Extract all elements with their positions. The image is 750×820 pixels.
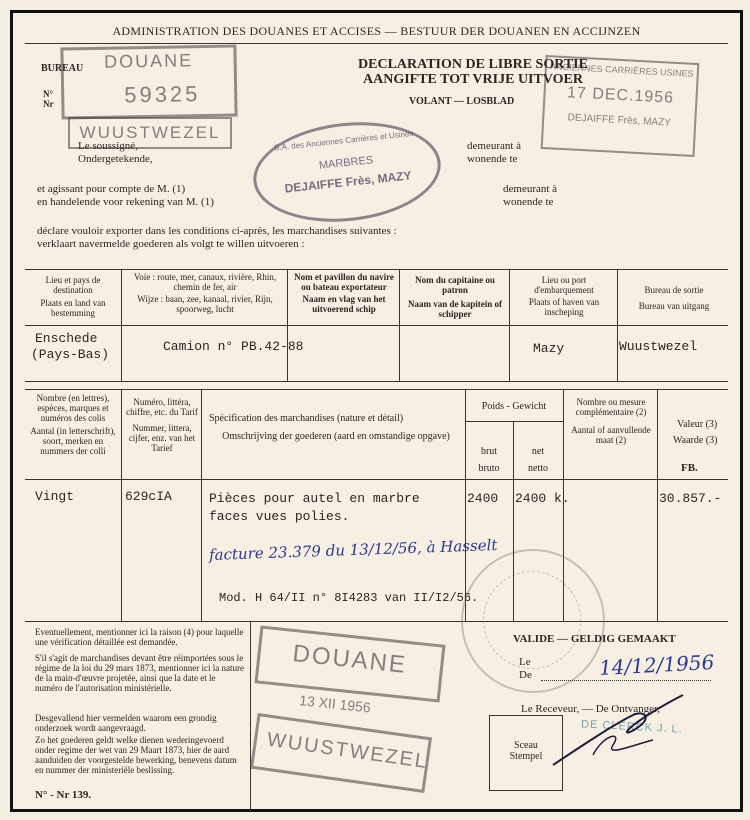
col-embarkation-header xyxy=(513,275,615,317)
weight-subdivider xyxy=(465,421,563,422)
bureau-label: BUREAU xyxy=(41,63,84,74)
bureau-stamp xyxy=(60,44,237,119)
header-fr: Lieu ou port d'embarquement xyxy=(534,275,594,295)
row-value: 30.857.- xyxy=(659,491,722,506)
compte-fr: et agissant pour compte de M. (1) xyxy=(37,183,186,195)
col-transport-header xyxy=(125,272,285,314)
col-captain-header xyxy=(403,275,507,319)
header-fr: Nom et pavillon du navire ou bateau exportateur xyxy=(294,272,394,292)
valide-label: VALIDE — GELDIG GEMAAKT xyxy=(513,633,676,645)
row-net: 2400 k. xyxy=(515,491,570,506)
number-label-nl: Nr xyxy=(43,99,54,109)
customs-stamp-place: WUUSTWEZEL xyxy=(265,728,430,774)
col-destination-header xyxy=(27,275,119,318)
de-label: De xyxy=(519,669,532,681)
form-title-nl: AANGIFTE TOT VRIJE UITVOER xyxy=(362,72,584,87)
bureau-stamp-douane: DOUANE xyxy=(103,50,194,72)
handwritten-date: 14/12/1956 xyxy=(598,649,715,681)
col-exit-header xyxy=(621,285,727,311)
sceau-label: Sceau xyxy=(514,740,538,751)
handwritten-invoice-note: facture 23.379 du 13/12/56, à Hasselt xyxy=(208,535,498,565)
bureau-stamp-number: 59325 xyxy=(124,81,201,108)
declare-nl: verklaart navermelde goederen als volgt te willen uitvoeren : xyxy=(37,238,305,250)
col-bruto-header: bruto xyxy=(478,463,500,474)
header-fr: Nombre ou mesure complémentaire (2) xyxy=(575,397,647,417)
table-border xyxy=(25,269,728,270)
demeurant-fr: demeurant à xyxy=(467,140,522,152)
date-line xyxy=(541,680,711,681)
company-stamp-arc: S.A. des Anciennes Carrières et Usines xyxy=(273,128,414,153)
date-stamp-date: 17 DEC.1956 xyxy=(566,84,675,107)
number-label: N° xyxy=(43,89,54,99)
company-stamp-name: DEJAIFFE Frès, MAZY xyxy=(283,168,413,196)
header-nl: Aantal of aanvullende maat (2) xyxy=(571,425,651,445)
volant-label: VOLANT — LOSBLAD xyxy=(409,96,515,107)
table-border xyxy=(25,389,728,390)
signature-icon xyxy=(533,685,713,785)
mod-reference: Mod. H 64/II n° 8I4283 van II/I2/56. xyxy=(219,591,479,605)
round-seal-icon xyxy=(461,549,605,693)
header-fr: Numéro, littéra, chiffre, etc. du Tarif xyxy=(126,397,198,417)
header-nl: Naam en vlag van het uitvoerend schip xyxy=(302,294,386,314)
header-fr: Nombre (en lettres), espèces, marques et numéros des colis xyxy=(36,393,110,423)
signature-stamp: DE CLERCK J. L. xyxy=(580,718,684,736)
demeurant2-fr: demeurant à xyxy=(503,183,558,195)
demeurant2-nl: wonende te xyxy=(503,196,554,208)
col-net-header: net xyxy=(531,446,545,457)
header-fr: Bureau de sortie xyxy=(644,285,704,295)
header-nl: Omschrijving der goederen (aard en omstandige opgave) xyxy=(222,431,450,442)
currency-label: FB. xyxy=(681,462,698,474)
form-title-fr: DECLARATION DE LIBRE SORTIE xyxy=(358,57,588,72)
demeurant-nl: wonende te xyxy=(467,153,518,165)
col-weight-header: Poids - Gewicht xyxy=(481,401,547,412)
header-nl: Plaats of haven van inscheping xyxy=(528,297,600,317)
header-fr: Lieu et pays de destination xyxy=(45,275,101,295)
col-measure-header xyxy=(567,397,655,445)
row-spec-line2: faces vues polies. xyxy=(209,509,350,524)
exit-office-value: Wuustwezel xyxy=(619,339,698,354)
destination-value-1: Enschede xyxy=(35,331,98,346)
soussigne-fr: Le soussigné, xyxy=(78,140,138,152)
col-spec-header xyxy=(209,413,463,442)
table-border xyxy=(25,621,728,622)
col-value-header-nl: Waarde (3) xyxy=(673,435,718,446)
header-fr: Nom du capitaine ou patron xyxy=(415,275,495,295)
note2-nl: Zo het goederen geldt welke dienen wederingevoerd onder regime der wet van 29 Maart 1873, hier de aard aanduiden der voorgestelde bewerking, benevens datum en nummer der ministeriële beslissing. xyxy=(35,735,237,775)
column-divider xyxy=(201,389,202,621)
header-nl: Wijze : baan, zee, kanaal, rivier, Rijn, spoorweg, lucht xyxy=(137,294,273,314)
divider xyxy=(25,43,728,44)
note-nl: Desgevallend hier vermelden waarom een grondig onderzoek wordt aangevraagd. xyxy=(35,713,217,733)
column-divider xyxy=(250,621,251,809)
table-border xyxy=(25,381,728,382)
date-stamp-bottom: DEJAIFFE Frès, MAZY xyxy=(567,112,672,129)
column-divider xyxy=(399,269,400,381)
receveur-label: Le Receveur, — De Ontvanger, xyxy=(521,703,661,715)
note-fr: Eventuellement, mentionner ici la raison (4) pour laquelle une vérification détaillée est demandée. xyxy=(35,627,244,647)
customs-stamp-date: 13 XII 1956 xyxy=(298,692,372,716)
header-nl: Nummer, littera, cijfer, enz. van het Tarief xyxy=(128,423,196,453)
col-netto-header: netto xyxy=(528,463,548,474)
table-border xyxy=(25,479,728,480)
customs-stamp-douane: DOUANE xyxy=(291,640,409,679)
declare-fr: déclare vouloir exporter dans les conditions ci-après, les marchandises suivantes : xyxy=(37,225,397,237)
col-value-header: Valeur (3) xyxy=(677,419,718,430)
header-fr: Voie : route, mer, canaux, rivière, Rhin, chemin de fer, air xyxy=(133,272,277,292)
form-number: N° - Nr 139. xyxy=(35,789,92,801)
company-stamp-marbres: MARBRES xyxy=(318,154,374,172)
column-divider xyxy=(465,389,466,621)
row-tarif: 629cIA xyxy=(125,489,172,504)
row-spec-line1: Pièces pour autel en marbre xyxy=(209,491,420,506)
compte-nl: en handelende voor rekening van M. (1) xyxy=(37,196,214,208)
transport-value: Camion n° PB.42-88 xyxy=(163,339,304,354)
company-stamp xyxy=(248,113,445,230)
bureau-stamp-place: WUUSTWEZEL xyxy=(68,117,232,149)
le-label: Le xyxy=(519,656,531,668)
col-brut-header: brut xyxy=(480,446,498,457)
column-divider xyxy=(657,389,658,621)
column-divider xyxy=(121,389,122,621)
header-nl: Plaats en land van bestemming xyxy=(40,298,106,318)
header-nl: Naam van de kapitein of schipper xyxy=(407,299,502,319)
soussigne-nl: Ondergetekende, xyxy=(78,153,153,165)
column-divider xyxy=(287,269,288,381)
stempel-label: Stempel xyxy=(509,751,543,762)
destination-value-2: (Pays-Bas) xyxy=(31,347,110,362)
header-nl: Bureau van uitgang xyxy=(638,301,710,311)
column-divider xyxy=(509,269,510,381)
customs-declaration-form xyxy=(10,10,743,812)
administration-title: ADMINISTRATION DES DOUANES ET ACCISES — BESTUUR DER DOUANEN EN ACCIJNZEN xyxy=(112,24,641,38)
header-fr: Spécification des marchandises (nature et détail) xyxy=(209,413,404,424)
embarkation-value: Mazy xyxy=(533,341,565,356)
date-stamp-top: ANCIENNES CARRIÈRES USINES xyxy=(549,61,694,79)
table-border xyxy=(25,325,728,326)
date-stamp xyxy=(541,55,700,157)
column-divider xyxy=(617,269,618,381)
note2-fr: S'il s'agit de marchandises devant être réimportées sous le régime de la loi du 29 mars 1873, mentionner ici la nature de la main-d'œuvre projetée, ainsi que la date et le numéro de l'autorisation ministérielle. xyxy=(35,653,244,693)
header-nl: Aantal (in letterschrift), soort, merken en nummers der colli xyxy=(30,426,116,456)
col-tarif-header xyxy=(125,397,199,453)
row-brut: 2400 xyxy=(467,491,499,506)
column-divider xyxy=(121,269,122,381)
col-count-header xyxy=(27,393,119,456)
row-count: Vingt xyxy=(35,489,75,504)
col-ship-header xyxy=(291,272,397,314)
